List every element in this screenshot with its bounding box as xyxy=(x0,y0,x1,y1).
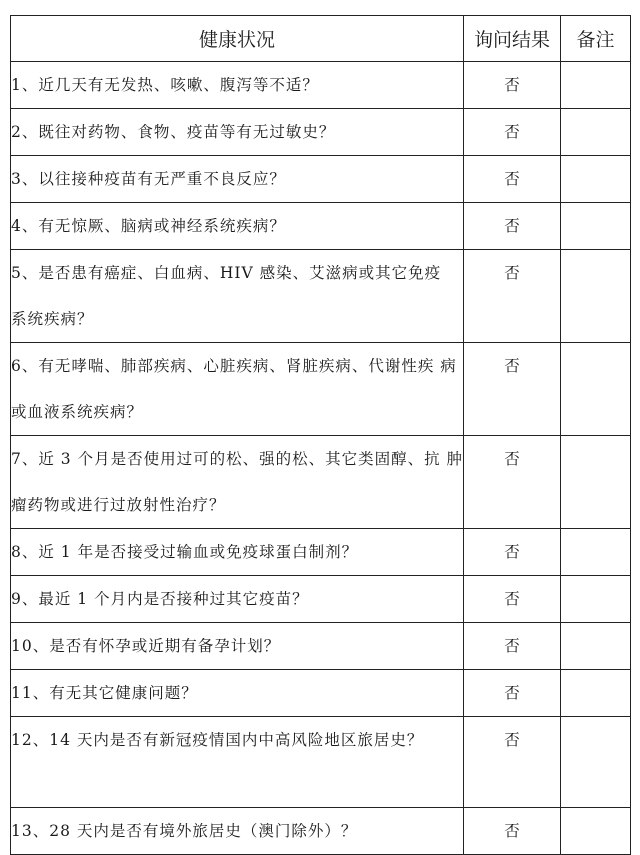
note-cell xyxy=(561,717,631,808)
answer-cell: 否 xyxy=(464,156,561,203)
question-cell: 1、近几天有无发热、咳嗽、腹泻等不适？ xyxy=(11,62,464,109)
table-row xyxy=(11,529,631,576)
question-cell: 12、14 天内是否有新冠疫情国内中高风险地区旅居史？ xyxy=(11,717,464,808)
answer-cell: 否 xyxy=(464,717,561,808)
table-row xyxy=(11,576,631,623)
table-row xyxy=(11,250,631,343)
note-cell xyxy=(561,250,631,343)
table-row xyxy=(11,203,631,250)
note-cell xyxy=(561,576,631,623)
note-cell xyxy=(561,623,631,670)
header-remarks: 备注 xyxy=(561,16,631,62)
answer-cell: 否 xyxy=(464,436,561,529)
table-row xyxy=(11,670,631,717)
question-cell: 3、以往接种疫苗有无严重不良反应？ xyxy=(11,156,464,203)
answer-cell: 否 xyxy=(464,670,561,717)
question-cell: 8、近 1 年是否接受过输血或免疫球蛋白制剂？ xyxy=(11,529,464,576)
answer-cell: 否 xyxy=(464,623,561,670)
note-cell xyxy=(561,156,631,203)
note-cell xyxy=(561,670,631,717)
note-cell xyxy=(561,529,631,576)
table-row xyxy=(11,62,631,109)
table-row xyxy=(11,808,631,855)
answer-cell: 否 xyxy=(464,343,561,436)
table-row xyxy=(11,717,631,808)
note-cell xyxy=(561,62,631,109)
table-row xyxy=(11,109,631,156)
question-cell: 11、有无其它健康问题？ xyxy=(11,670,464,717)
answer-cell: 否 xyxy=(464,576,561,623)
answer-cell: 否 xyxy=(464,529,561,576)
question-cell: 7、近 3 个月是否使用过可的松、强的松、其它类固醇、抗 肿瘤药物或进行过放射性治疗？ xyxy=(11,436,464,529)
health-status-table xyxy=(10,15,631,855)
answer-cell: 否 xyxy=(464,109,561,156)
question-cell: 2、既往对药物、食物、疫苗等有无过敏史？ xyxy=(11,109,464,156)
header-inquiry-result: 询问结果 xyxy=(464,16,561,62)
note-cell xyxy=(561,203,631,250)
question-cell: 5、是否患有癌症、白血病、HIV 感染、艾滋病或其它免疫 系统疾病？ xyxy=(11,250,464,343)
table-header-row xyxy=(11,16,631,62)
note-cell xyxy=(561,808,631,855)
question-cell: 10、是否有怀孕或近期有备孕计划？ xyxy=(11,623,464,670)
table-row xyxy=(11,343,631,436)
answer-cell: 否 xyxy=(464,250,561,343)
question-cell: 6、有无哮喘、肺部疾病、心脏疾病、肾脏疾病、代谢性疾 病或血液系统疾病？ xyxy=(11,343,464,436)
table-row xyxy=(11,156,631,203)
answer-cell: 否 xyxy=(464,62,561,109)
answer-cell: 否 xyxy=(464,203,561,250)
answer-cell: 否 xyxy=(464,808,561,855)
note-cell xyxy=(561,436,631,529)
header-health-status: 健康状况 xyxy=(11,16,464,62)
question-cell: 13、28 天内是否有境外旅居史（澳门除外）？ xyxy=(11,808,464,855)
question-cell: 4、有无惊厥、脑病或神经系统疾病？ xyxy=(11,203,464,250)
table-row xyxy=(11,623,631,670)
table-row xyxy=(11,436,631,529)
question-cell: 9、最近 1 个月内是否接种过其它疫苗？ xyxy=(11,576,464,623)
note-cell xyxy=(561,109,631,156)
note-cell xyxy=(561,343,631,436)
